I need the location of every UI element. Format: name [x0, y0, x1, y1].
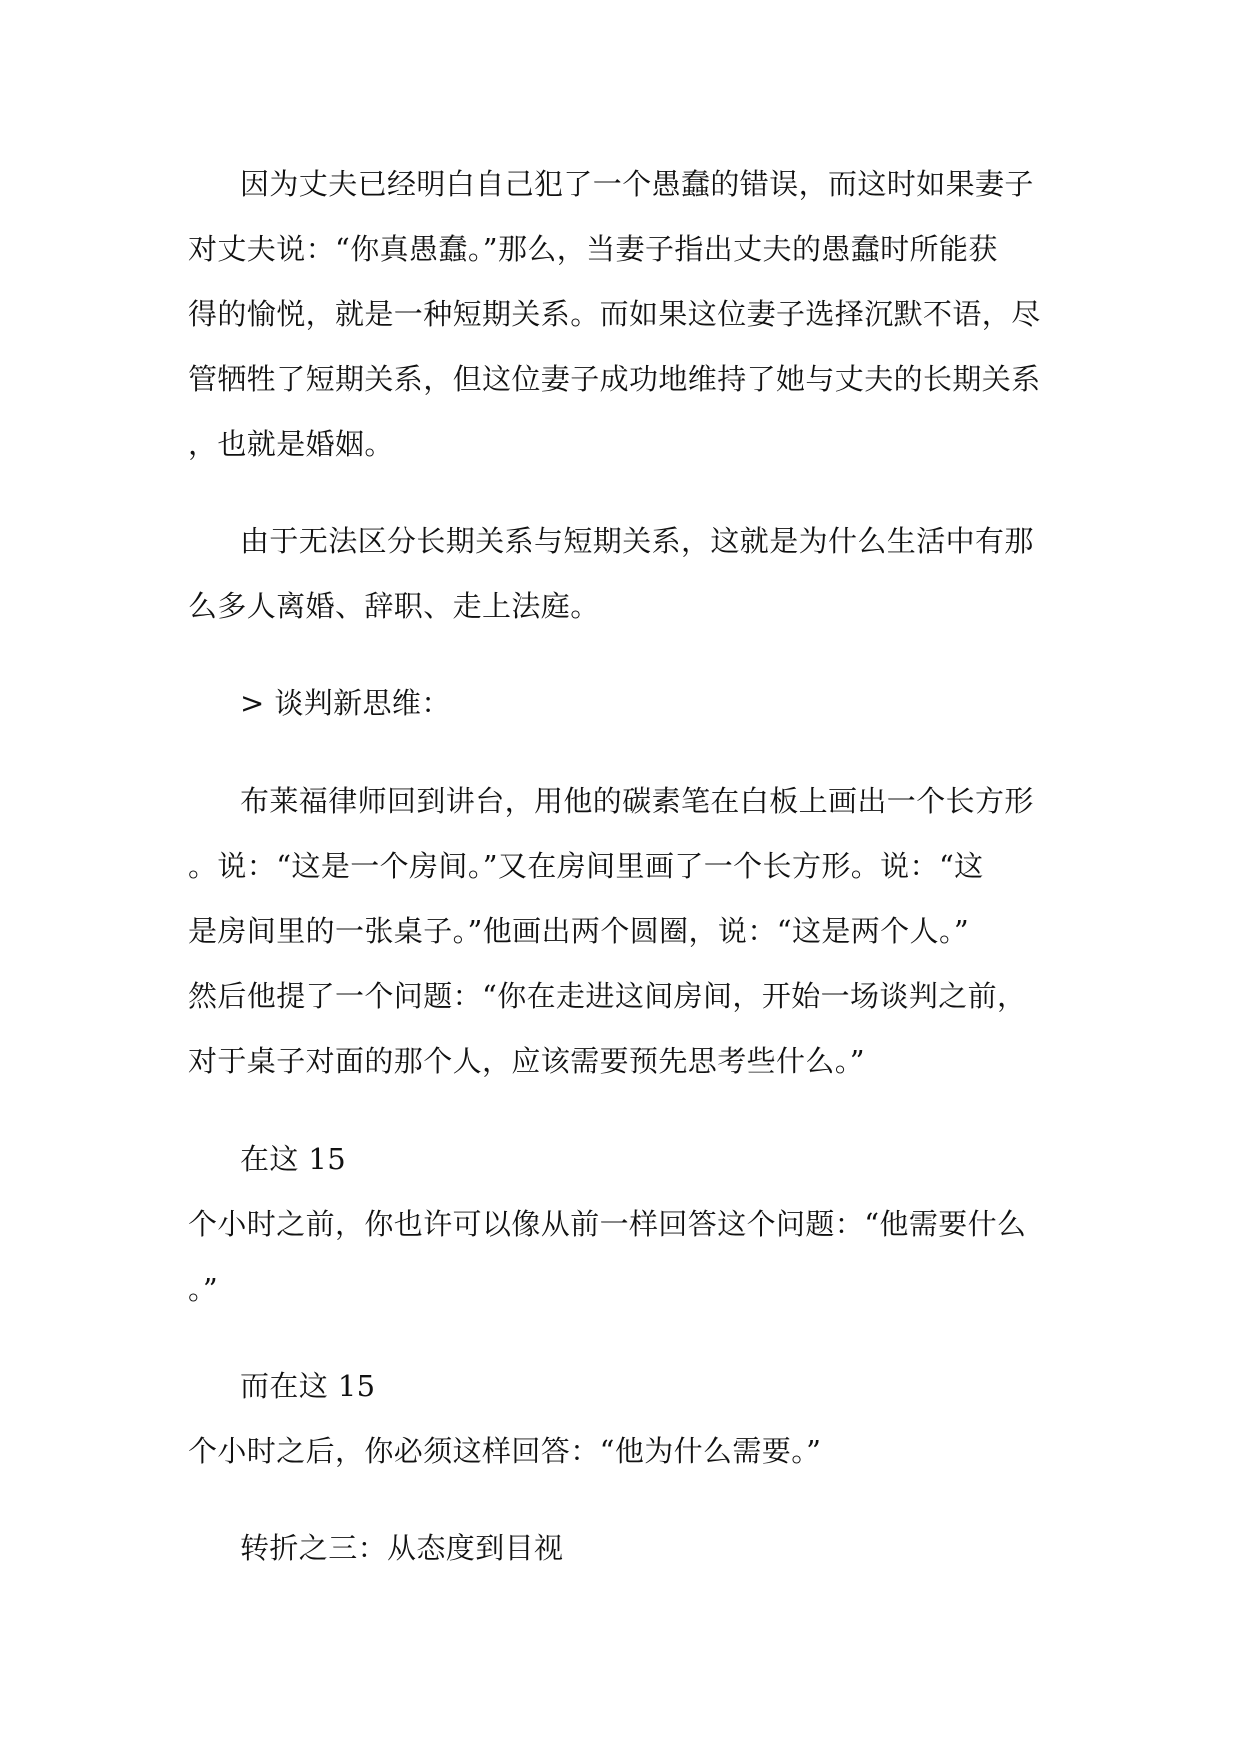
- paragraph-3-line-5: 对于桌子对面的那个人，应该需要预先思考些什么。”: [188, 1044, 865, 1078]
- paragraph-3-line-1: 布莱福律师回到讲台，用他的碳素笔在白板上画出一个长方形: [240, 784, 1034, 818]
- paragraph-2-line-2: 么多人离婚、辞职、走上法庭。: [188, 589, 600, 623]
- paragraph-4-line-3: 。”: [188, 1272, 219, 1306]
- section-heading-turning-point-three: 转折之三：从态度到目视: [240, 1531, 564, 1565]
- paragraph-2-line-1: 由于无法区分长期关系与短期关系，这就是为什么生活中有那: [240, 524, 1034, 558]
- paragraph-1-line-4: 管牺牲了短期关系，但这位妻子成功地维持了她与丈夫的长期关系: [188, 362, 1041, 396]
- section-heading-negotiation: > 谈判新思维：: [240, 686, 451, 720]
- paragraph-3-line-2: 。说：“这是一个房间。”又在房间里画了一个长方形。说：“这: [188, 849, 984, 883]
- paragraph-1-line-5: ，也就是婚姻。: [188, 427, 394, 461]
- paragraph-1-line-3: 得的愉悦，就是一种短期关系。而如果这位妻子选择沉默不语，尽: [188, 297, 1041, 331]
- paragraph-4-line-2: 个小时之前，你也许可以像从前一样回答这个问题：“他需要什么: [188, 1207, 1027, 1241]
- paragraph-5-line-2: 个小时之后，你必须这样回答：“他为什么需要。”: [188, 1434, 822, 1468]
- paragraph-3-line-3: 是房间里的一张桌子。”他画出两个圆圈，说：“这是两个人。”: [188, 914, 970, 948]
- paragraph-4-line-1: 在这 15: [240, 1142, 347, 1176]
- paragraph-5-line-1: 而在这 15: [240, 1369, 376, 1403]
- paragraph-1-line-1: 因为丈夫已经明白自己犯了一个愚蠢的错误，而这时如果妻子: [240, 167, 1034, 201]
- paragraph-3-line-4: 然后他提了一个问题：“你在走进这间房间，开始一场谈判之前，: [188, 979, 1027, 1013]
- paragraph-1-line-2: 对丈夫说：“你真愚蠢。”那么，当妻子指出丈夫的愚蠢时所能获: [188, 232, 998, 266]
